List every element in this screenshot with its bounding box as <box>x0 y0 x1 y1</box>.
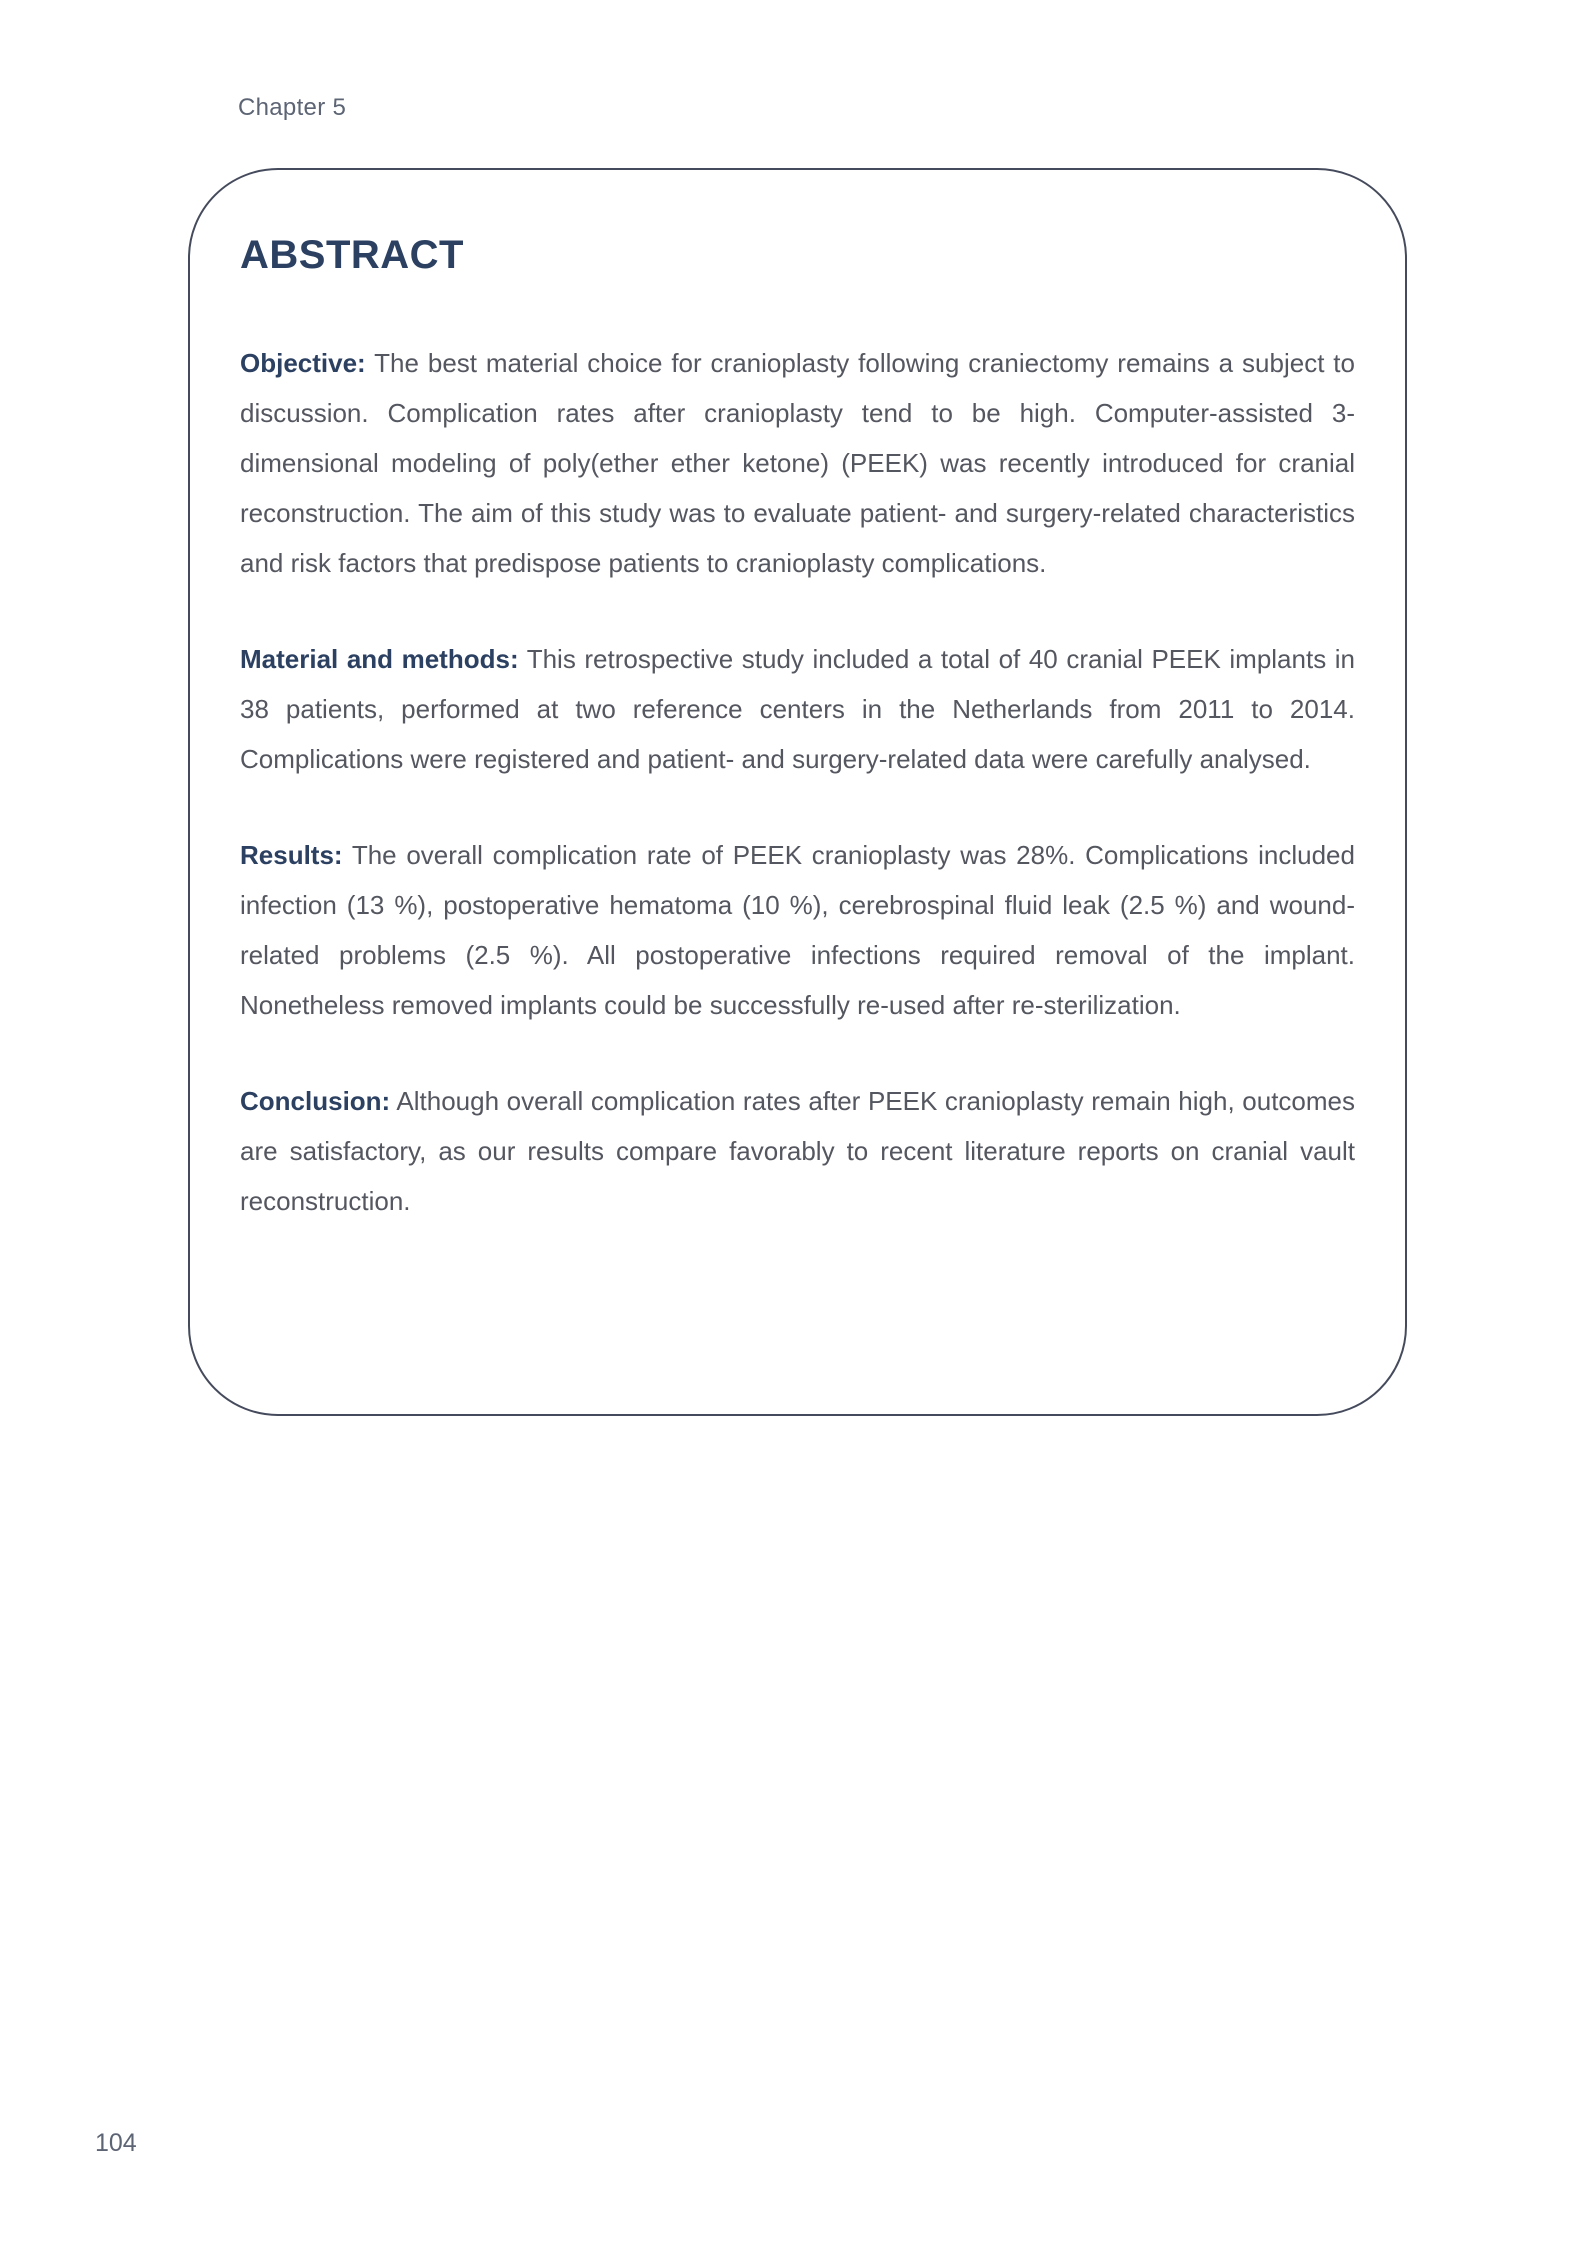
abstract-box <box>188 168 1407 1416</box>
abstract-title: ABSTRACT <box>240 233 464 277</box>
paragraph-objective-text: The best material choice for cranioplasty following craniectomy remains a subject to discussion. Complication rates after cranioplasty tend to be high. Computer-assisted 3-dimensional modeling of poly(ether ether ketone) (PEEK) was recently introduced for cranial reconstruction. The aim of this study was to evaluate patient- and surgery-related characteristics and risk factors that predispose patients to cranioplasty complications. <box>240 348 1355 578</box>
paragraph-results <box>240 830 1355 1030</box>
paragraph-material-methods-text: This retrospective study included a total of 40 cranial PEEK implants in 38 patients, performed at two reference centers in the Netherlands from 2011 to 2014. Complications were registered and patient- and surgery-related data were carefully analysed. <box>240 644 1355 774</box>
paragraph-conclusion <box>240 1076 1355 1226</box>
paragraph-results-label: Results: <box>240 840 343 870</box>
paragraph-material-methods <box>240 634 1355 784</box>
paragraph-objective <box>240 338 1355 588</box>
chapter-header: Chapter 5 <box>238 94 347 121</box>
paragraph-objective-label: Objective: <box>240 348 366 378</box>
paragraph-material-methods-label: Material and methods: <box>240 644 519 674</box>
paragraph-conclusion-label: Conclusion: <box>240 1086 391 1116</box>
paragraph-conclusion-text: Although overall complication rates after PEEK cranioplasty remain high, outcomes are satisfactory, as our results compare favorably to recent literature reports on cranial vault reconstruction. <box>240 1086 1355 1216</box>
page-number: 104 <box>95 2129 137 2157</box>
paragraph-results-text: The overall complication rate of PEEK cranioplasty was 28%. Complications included infection (13 %), postoperative hematoma (10 %), cerebrospinal fluid leak (2.5 %) and wound-related problems (2.5 %). All postoperative infections required removal of the implant. Nonetheless removed implants could be successfully re-used after re-sterilization. <box>240 840 1355 1020</box>
